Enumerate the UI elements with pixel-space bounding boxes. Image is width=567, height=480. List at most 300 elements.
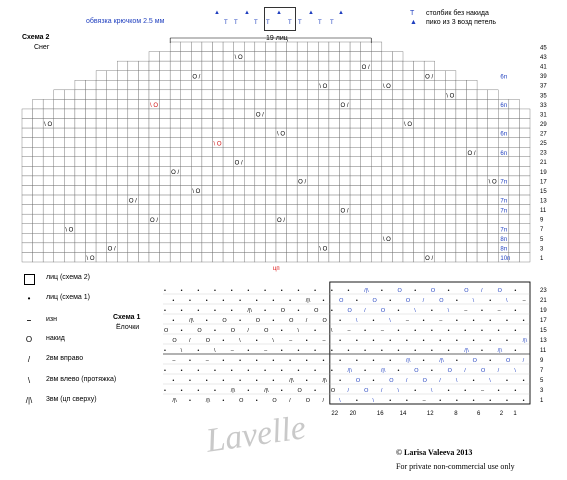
stitch-mark: O / [107,246,116,253]
row-number: 13 [540,338,547,344]
stitch-symbol: • [280,328,283,334]
stitch-symbol: O [172,338,177,344]
stitch-symbol: • [447,328,450,334]
stitch-symbol: • [305,338,308,344]
stitch-symbol: – [264,348,268,354]
stitch-symbol: • [389,358,392,364]
stitch-symbol: • [214,308,216,314]
stitch-symbol: • [372,378,375,384]
stitch-symbol: • [314,388,317,394]
stitch-symbol: • [272,358,275,364]
stitch-symbol: • [255,398,258,404]
stitch-symbol: /|\ [405,358,411,364]
stitch-symbol: • [355,398,358,404]
stitch-symbol: /|\ [380,368,386,374]
stitch-symbol: • [197,308,200,314]
stitch-symbol: O [414,368,419,374]
stitch-symbol: • [455,318,458,324]
stitch-mark: \ O [319,83,328,90]
row-number: 21 [540,160,547,167]
stitch-symbol: • [197,388,200,394]
stitch-symbol: • [289,298,292,304]
stitch-symbol: • [447,388,450,394]
stitch-mark: O / [361,64,370,71]
stitch-symbol: • [480,348,483,354]
row-number: 27 [540,131,547,138]
stitch-symbol: • [222,378,225,384]
stitch-symbol: • [497,328,500,334]
stitch-symbol: • [364,328,367,334]
stitch-symbol: – [522,298,526,304]
row-number: 43 [540,55,547,62]
stitch-symbol: \ [180,348,183,354]
stitch-symbol: – [322,338,326,344]
scheme2-width-label: 19 лиц [266,35,288,42]
stitch-symbol: • [247,348,250,354]
stitch-symbol: /|\ [189,318,194,324]
stitch-symbol: • [164,348,166,354]
stitch-symbol: O [439,298,444,304]
stitch-symbol: • [280,388,283,394]
row-number: 1 [540,255,544,262]
stitch-symbol: O [364,388,369,394]
sc-icon: T [318,20,322,26]
stitch-symbol: / [364,308,366,314]
stitch-symbol: • [280,368,283,374]
stitch-number: 2 [499,411,504,417]
stitch-symbol: • [339,338,342,344]
stitch-symbol: • [380,288,383,294]
stitch-symbol: – [347,328,351,334]
stitch-symbol: \ [355,318,358,324]
row-number: 15 [540,188,547,195]
stitch-symbol: • [447,288,450,294]
stitch-symbol: / [189,338,191,344]
sc-icon: T [266,20,270,26]
stitch-symbol: • [322,298,325,304]
stitch-mark: O / [150,217,159,224]
stitch-symbol: • [389,398,392,404]
stitch-number: 1 [513,411,517,417]
scheme1-subtitle: Ёлочки [116,324,140,331]
stitch-symbol: • [455,398,458,404]
stitch-symbol: / [497,368,500,374]
stitch-symbol: • [347,288,350,294]
row-number: 1 [540,398,544,404]
legend-symbol: /|\ [25,396,33,405]
stitch-symbol: /|\ [305,298,311,304]
stitch-symbol: • [430,348,433,354]
stitch-mark: O / [255,112,264,119]
stitch-symbol: • [364,368,367,374]
stitch-symbol: • [397,348,400,354]
stitch-symbol: O [380,308,386,314]
stitch-symbol: • [189,398,191,404]
stitch-symbol: O [330,388,336,394]
stitch-symbol: • [339,378,342,384]
stitch-symbol: • [314,368,317,374]
picot-icon: ▲ [214,10,220,16]
stitch-symbol: • [339,318,342,324]
picot-icon: ▲ [338,10,344,16]
stitch-symbol: • [397,328,400,334]
stitch-symbol: • [239,378,242,384]
stitch-symbol: • [305,358,308,364]
stitch-symbol: • [514,328,517,334]
stitch-symbol: • [514,308,517,314]
stitch-symbol: O [222,318,227,324]
stitch-symbol: / [289,398,291,404]
row-number: 33 [540,102,547,109]
stitch-number: 14 [399,411,407,417]
stitch-symbol: • [297,368,300,374]
stitch-symbol: • [422,338,425,344]
stitch-symbol: • [472,398,475,404]
legend-text: лиц (схема 2) [46,274,90,281]
stitch-mark: \ O [404,122,413,129]
sc-icon: T [298,20,302,26]
stitch-symbol: • [447,348,450,354]
stitch-symbol: \ [414,308,416,314]
stitch-symbol: • [239,318,242,324]
stitch-symbol: • [197,348,200,354]
stitch-symbol: • [455,338,458,344]
row-number: 25 [540,141,547,148]
stitch-symbol: /|\ [364,288,369,294]
stitch-symbol: – [405,318,409,324]
row-number: 3 [540,388,544,394]
stitch-symbol: • [514,388,517,394]
stitch-symbol: • [472,338,475,344]
stitch-symbol: O [464,288,469,294]
stitch-symbol: • [489,318,492,324]
stitch-symbol: • [197,368,200,374]
top-legend-sc: T столбик без накида [410,10,489,17]
stitch-symbol: • [205,318,208,324]
stitch-mark: O / [340,208,349,215]
picot-icon: ▲ [244,10,250,16]
stitch-symbol: /|\ [439,358,444,364]
stitch-symbol: • [205,298,208,304]
stitch-symbol: / [480,288,483,294]
stitch-symbol: • [272,318,275,324]
stitch-symbol: O [430,288,436,294]
stitch-symbol: /|\ [497,348,503,354]
stitch-symbol: O [264,328,269,334]
stitch-symbol: • [355,298,358,304]
stitch-symbol: • [322,358,325,364]
stitch-symbol: – [480,388,485,394]
legend-symbol: • [27,294,31,303]
stitch-symbol: • [264,308,267,314]
legend-text: изн [46,316,57,323]
stitch-symbol: • [164,308,166,314]
stitch-symbol: • [414,328,417,334]
usage-note: For private non-commercial use only [396,462,515,471]
scheme2-subtitle: Снег [34,44,50,51]
stitch-symbol: • [264,288,267,294]
stitch-symbol: / [464,368,466,374]
stitch-symbol: • [514,288,517,294]
stitch-symbol: • [372,318,375,324]
stitch-symbol: • [189,298,191,304]
stitch-symbol: O [289,318,294,324]
row-number: 19 [540,169,547,176]
stitch-symbol: O [422,378,427,384]
stitch-symbol: / [322,398,325,404]
row-number: 29 [540,121,547,128]
stitch-mark: \ O [192,189,201,196]
stitch-symbol: • [505,378,508,384]
stitch-count-label: 6п [500,74,507,81]
stitch-symbol: • [439,398,442,404]
stitch-symbol: • [347,348,350,354]
stitch-symbol: – [422,398,426,404]
stitch-symbol: O [239,398,244,404]
stitch-number: 12 [426,411,434,417]
stitch-symbol: • [372,338,375,344]
stitch-symbol: • [480,308,483,314]
stitch-symbol: • [505,338,508,344]
stitch-symbol: • [505,318,508,324]
legend-text: 2вм вправо [46,355,84,362]
stitch-symbol: • [355,358,358,364]
stitch-symbol: O [205,338,210,344]
stitch-symbol: • [380,348,383,354]
stitch-count-label: 6п [500,131,507,138]
stitch-symbol: /|\ [264,388,269,394]
row-number: 11 [540,208,547,215]
stitch-symbol: • [455,358,458,364]
stitch-count-label: 6п [500,103,507,110]
stitch-symbol: O [164,328,169,334]
stitch-symbol: • [164,288,166,294]
stitch-mark: O / [467,150,476,157]
stitch-symbol: • [280,288,283,294]
stitch-mark: O / [298,179,307,186]
stitch-symbol: \ [455,378,458,384]
stitch-count-label: 7п [500,179,507,186]
stitch-count-label: 7п [500,227,507,234]
stitch-symbol: \ [297,328,299,334]
row-number: 5 [540,378,544,384]
stitch-number: 22 [331,411,339,417]
stitch-symbol: • [414,288,417,294]
stitch-symbol: • [514,348,517,354]
stitch-symbol: • [397,368,400,374]
stitch-mark: \ O [488,179,497,186]
stitch-mark: O / [340,103,349,110]
repeat-frame [330,282,530,404]
picot-icon: ▲ [308,10,314,16]
stitch-symbol: / [522,358,525,364]
row-number: 13 [540,198,547,205]
stitch-symbol: • [239,298,242,304]
stitch-symbol: • [314,328,317,334]
stitch-symbol: / [305,318,308,324]
stitch-symbol: \ [239,338,241,344]
stitch-number: 16 [376,411,384,417]
row-number: 9 [540,358,544,364]
row-number: 39 [540,74,547,81]
stitch-symbol: • [422,318,425,324]
legend-text: накид [46,335,65,342]
stitch-symbol: • [522,378,525,384]
legend-text: лиц (схема 1) [46,294,90,301]
edging-label: обвязка крючком 2.5 мм [86,18,165,25]
stitch-symbol: /|\ [522,338,528,344]
sc-icon: T [330,20,334,26]
stitch-symbol: – [289,338,293,344]
stitch-symbol: • [214,288,216,294]
stitch-symbol: O [297,388,302,394]
stitch-symbol: / [422,298,425,304]
stitch-symbol: • [289,358,292,364]
stitch-mark: O / [192,74,201,81]
stitch-symbol: • [180,368,183,374]
stitch-symbol: O [447,368,452,374]
stitch-count-label: 7п [500,198,507,205]
stitch-symbol: • [472,378,475,384]
stitch-symbol: • [489,398,492,404]
stitch-symbol: • [172,318,175,324]
stitch-symbol: • [405,338,408,344]
stitch-symbol: / [405,378,408,384]
stitch-symbol: • [255,338,258,344]
stitch-mark: O / [277,217,286,224]
row-number: 7 [540,227,544,234]
stitch-symbol: • [297,348,300,354]
stitch-symbol: • [255,358,258,364]
stitch-symbol: • [330,288,333,294]
stitch-symbol: \ [505,298,508,304]
stitch-symbol: O [389,378,394,384]
stitch-symbol: • [189,358,191,364]
stitch-symbol: O [405,298,411,304]
stitch-mark: \ O [44,122,53,129]
stitch-number: 8 [454,411,458,417]
stitch-symbol: • [172,298,175,304]
stitch-symbol: • [330,348,333,354]
stitch-symbol: • [180,388,183,394]
row-number: 21 [540,298,547,304]
stitch-symbol: • [397,308,400,314]
stitch-symbol: • [255,378,258,384]
stitch-symbol: – [172,358,176,364]
stitch-symbol: \ [330,328,333,334]
stitch-symbol: • [330,308,333,314]
stitch-mark: \ O [234,55,243,62]
stitch-symbol: • [464,328,467,334]
stitch-symbol: • [372,358,375,364]
scheme2-title: Схема 2 [22,34,50,41]
stitch-symbol: • [430,328,433,334]
stitch-symbol: • [297,288,300,294]
stitch-symbol: /|\ [172,398,177,404]
stitch-symbol: O [480,368,486,374]
sc-icon: T [288,20,292,26]
stitch-symbol: O [355,378,361,384]
stitch-mark: \ O [319,246,328,253]
stitch-symbol: • [247,388,250,394]
stitch-symbol: • [214,388,216,394]
stitch-symbol: – [380,328,384,334]
stitch-symbol: O [280,308,286,314]
stitch-symbol: • [247,368,250,374]
stitch-symbol: \ [339,398,341,404]
row-number: 11 [540,348,547,354]
stitch-symbol: \ [389,318,391,324]
stitch-symbol: • [330,368,333,374]
sc-icon: T [234,20,238,26]
stitch-count-label: 6п [500,150,507,157]
stitch-mark: \ O [150,103,159,110]
stitch-symbol: /|\ [464,348,469,354]
stitch-symbol: – [439,318,443,324]
stitch-mark: O / [425,256,434,263]
stitch-mark: \ O [382,83,391,90]
stitch-mark: O / [425,74,434,81]
row-number: 45 [540,45,547,52]
stitch-symbol: • [247,288,250,294]
stitch-count-label: 8п [500,246,507,253]
row-number: 41 [540,64,547,71]
stitch-symbol: / [439,378,441,384]
stitch-symbol: O [322,318,327,324]
row-number: 7 [540,368,544,374]
stitch-symbol: • [222,298,225,304]
stitch-symbol: O [372,298,377,304]
stitch-symbol: • [430,368,433,374]
stitch-symbol: • [272,298,275,304]
row-number: 5 [540,236,544,243]
copyright: © Larisa Valeeva 2013 [396,448,473,457]
stitch-symbol: • [297,308,300,314]
stitch-mark: O / [234,160,243,167]
signature-logo: Lavelle [203,409,309,460]
stitch-symbol: • [464,388,467,394]
stitch-symbol: O [305,398,311,404]
stitch-symbol: • [522,318,525,324]
legend-text: 2вм влево (протяжка) [46,376,117,383]
top-legend-picot: ▲ пико из 3 возд петель [410,19,497,26]
stitch-symbol: O [255,318,261,324]
stitch-symbol: • [230,288,233,294]
stitch-symbol: /|\ [347,368,352,374]
stitch-symbol: O [272,398,277,404]
stitch-symbol: • [522,398,525,404]
stitch-symbol: • [489,338,492,344]
stitch-symbol: O [314,308,319,314]
stitch-symbol: \ [397,388,400,394]
stitch-symbol: • [222,338,225,344]
stitch-symbol: • [489,358,492,364]
row-number: 19 [540,308,547,314]
stitch-symbol: • [480,328,483,334]
stitch-symbol: – [464,308,468,314]
stitch-mark: O / [171,170,180,176]
stitch-symbol: • [439,338,442,344]
stitch-symbol: \ [447,308,450,314]
stitch-count-label: 10п [500,256,511,263]
stitch-symbol: • [180,328,183,334]
stitch-symbol: \ [514,368,516,374]
stitch-mark: \ O [65,227,74,234]
stitch-symbol: \ [372,398,375,404]
row-number: 15 [540,328,547,334]
row-number: 31 [540,112,547,119]
stitch-symbol: • [339,358,342,364]
